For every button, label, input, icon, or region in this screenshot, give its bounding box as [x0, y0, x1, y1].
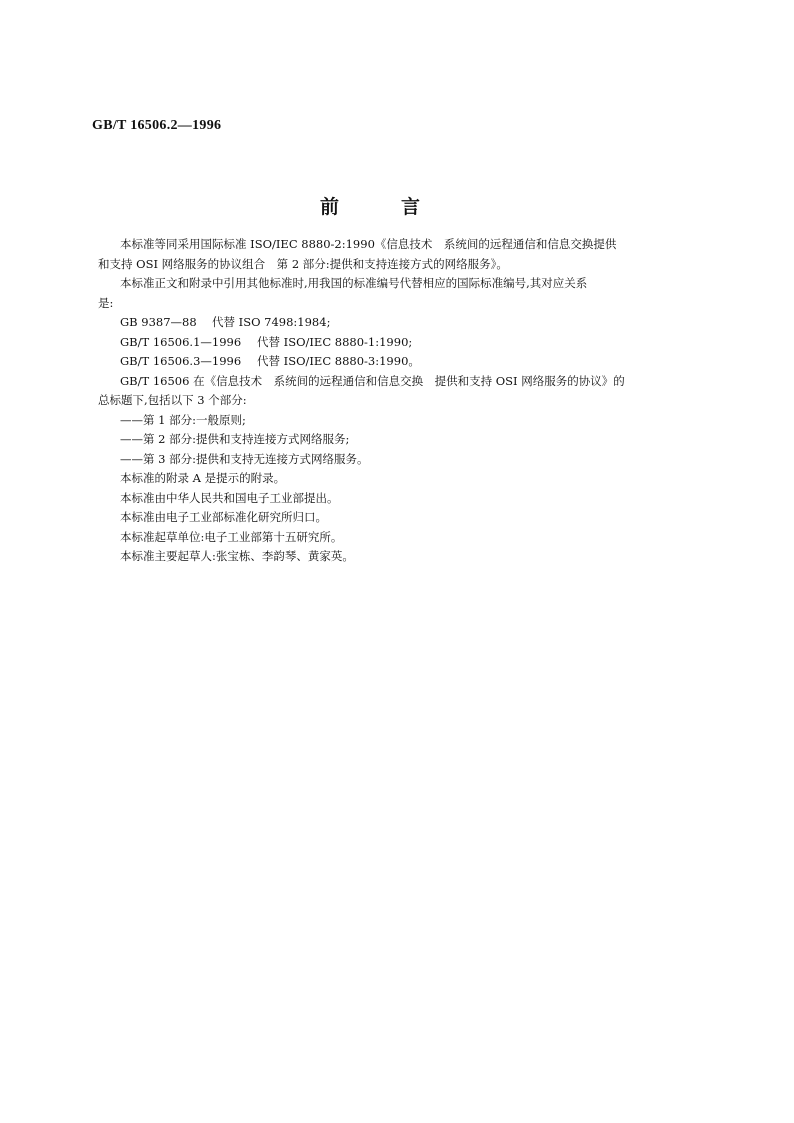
para-1-line-2: 和支持 OSI 网络服务的协议组合 第 2 部分:提供和支持连接方式的网络服务》。	[98, 256, 508, 271]
appendix-note: 本标准的附录 A 是提示的附录。	[120, 471, 286, 485]
title-char-1: 前	[320, 196, 340, 218]
reference-replacement: 代替 ISO/IEC 8880-1:1990;	[257, 334, 413, 349]
reference-row	[98, 313, 698, 333]
title-char-2: 言	[400, 196, 420, 218]
reference-row	[98, 333, 698, 353]
para-1-line-1: 本标准等同采用国际标准 ISO/IEC 8880-2:1990《信息技术 系统间的远程通信和信息交换提供	[120, 237, 617, 251]
standard-number: GB/T 16506.2—1996	[92, 118, 222, 133]
para-3-line-1: GB/T 16506 在《信息技术 系统间的远程通信和信息交换 提供和支持 OSI 网络服务的协议》的	[120, 373, 625, 388]
proposed-by: 本标准由中华人民共和国电子工业部提出。	[120, 490, 339, 505]
managed-by: 本标准由电子工业部标准化研究所归口。	[120, 510, 327, 524]
part-item: ——第 1 部分:一般原则;	[120, 412, 246, 427]
reference-code: GB/T 16506.1—1996	[120, 334, 242, 349]
para-3-line-2: 总标题下,包括以下 3 个部分:	[98, 393, 247, 407]
para-2-line-1: 本标准正文和附录中引用其他标准时,用我国的标准编号代替相应的国际标准编号,其对应关系	[120, 276, 588, 290]
drafters: 本标准主要起草人:张宝栋、李韵琴、黄家英。	[120, 549, 354, 563]
foreword-body	[98, 235, 698, 567]
reference-replacement: 代替 ISO 7498:1984;	[212, 315, 331, 329]
reference-replacement: 代替 ISO/IEC 8880-3:1990。	[257, 354, 420, 368]
reference-code: GB 9387—88	[120, 315, 197, 329]
page-title	[320, 192, 420, 219]
reference-code: GB/T 16506.3—1996	[120, 354, 242, 368]
part-item: ——第 2 部分:提供和支持连接方式网络服务;	[120, 432, 350, 446]
drafting-unit: 本标准起草单位:电子工业部第十五研究所。	[120, 529, 343, 544]
part-item: ——第 3 部分:提供和支持无连接方式网络服务。	[120, 451, 369, 466]
para-2-line-2: 是:	[98, 295, 114, 310]
reference-row	[98, 352, 698, 372]
